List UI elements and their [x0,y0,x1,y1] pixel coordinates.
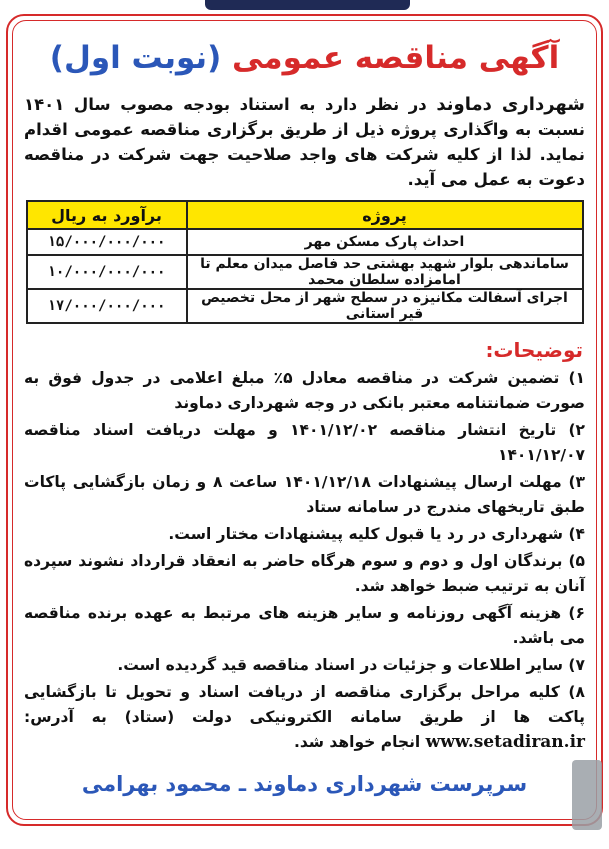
top-bar [205,0,410,10]
note-item: ۱) تضمین شرکت در مناقصه معادل ۵٪ مبلغ اعلامی در جدول فوق به صورت ضمانتنامه معتبر بانکی در وجه شهرداری دماوند [24,369,586,412]
header-amount: برآورد به ریال [27,201,187,229]
table-row [27,255,583,289]
cell-amount: ۱۷/۰۰۰/۰۰۰/۰۰۰ [27,289,187,323]
note-item: ۵) برندگان اول و دوم و سوم هرگاه حاضر به انعقاد قرارداد نشوند سپرده آنان به ترتیب ضبط خواهد شد. [24,552,585,595]
cell-project: اجرای آسفالت مکانیزه در سطح شهر از محل تخصیص قیر استانی [187,289,583,323]
table-header-row [27,201,583,229]
cell-amount: ۱۰/۰۰۰/۰۰۰/۰۰۰ [27,255,187,289]
intro-text: در نظر دارد به استناد بودجه مصوب سال ۱۴۰۱ نسبت به واگذاری پروژه ذیل از طریق برگزاری مناقصه عمومی اقدام نماید. لذا از کلیه شرکت های واجد صلاحیت جهت شرکت در مناقصه دعوت به عمل می آید. [24,95,585,189]
title-main: آگهی مناقصه عمومی [232,40,560,76]
notes-heading: توضیحات: [485,338,583,362]
notes-list [18,366,591,755]
notice-title [18,38,591,78]
cell-project: احداث پارک مسکن مهر [187,229,583,255]
projects-table [26,200,584,324]
intro-org: شهرداری دماوند [436,94,585,115]
note-item-last [24,680,585,755]
cell-amount: ۱۵/۰۰۰/۰۰۰/۰۰۰ [27,229,187,255]
table-row [27,289,583,323]
scan-tab [572,760,602,830]
note-item: ۳) مهلت ارسال پیشنهادات ۱۴۰۱/۱۲/۱۸ ساعت ۸ و زمان بازگشایی پاکات طبق تاریخهای مندرج در سامانه ستاد [24,473,585,516]
header-project: پروژه [187,201,583,229]
notice-content [18,26,591,757]
table-row [27,229,583,255]
note-item: ۴) شهرداری در رد یا قبول کلیه پیشنهادات مختار است. [168,525,585,543]
note-item: ۷) سایر اطلاعات و جزئیات در اسناد مناقصه قید گردیده است. [117,656,585,674]
footer-signature: سرپرست شهرداری دماوند ـ محمود بهرامی [81,772,528,796]
note-last-suffix: انجام خواهد شد. [293,733,426,751]
note-item: ۶) هزینه آگهی روزنامه و سایر هزینه های مرتبط به عهده برنده مناقصه می باشد. [24,604,585,647]
setad-url-link[interactable]: www.setadiran.ir [425,732,585,752]
note-last-prefix: ۸) کلیه مراحل برگزاری مناقصه از دریافت اسناد و تحویل تا بازگشایی پاکت ها از طریق سامانه الکترونیکی دولت (ستاد) به آدرس: [24,683,585,726]
title-round: (نوبت اول) [49,40,222,76]
note-item: ۲) تاریخ انتشار مناقصه ۱۴۰۱/۱۲/۰۲ و مهلت دریافت اسناد مناقصه ۱۴۰۱/۱۲/۰۷ [24,421,586,464]
intro-paragraph [24,92,585,192]
cell-project: ساماندهی بلوار شهید بهشتی حد فاصل میدان معلم تا امامزاده سلطان محمد [187,255,583,289]
